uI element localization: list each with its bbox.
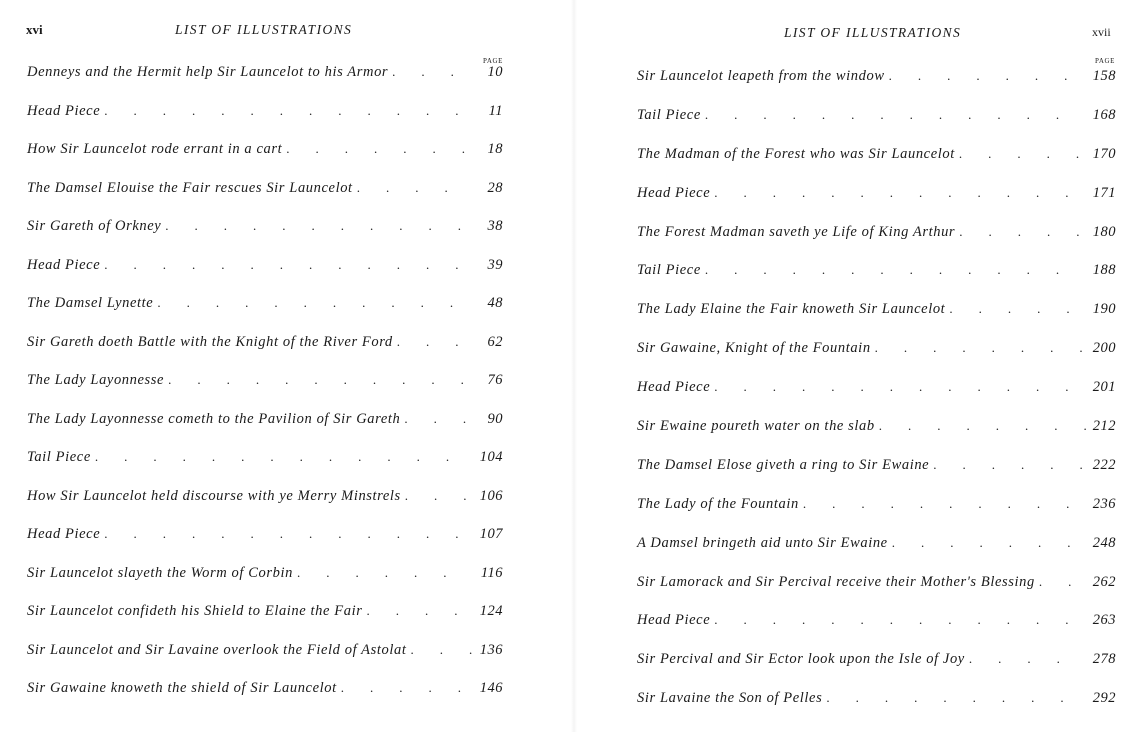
page-reference: 18 (487, 141, 503, 157)
page-reference: 170 (1092, 145, 1116, 162)
dot-leader (955, 146, 1086, 163)
page-column-heading: PAGE (1095, 57, 1116, 65)
list-item (27, 64, 503, 103)
list-item (27, 526, 503, 565)
list-item (637, 535, 1116, 574)
illustration-title: Head Piece (27, 102, 101, 119)
illustration-title: Head Piece (637, 379, 711, 396)
page-number: xvii (1092, 25, 1111, 39)
dot-leader (282, 141, 473, 158)
list-item (637, 496, 1116, 535)
dot-leader (400, 411, 473, 428)
list-item (27, 488, 503, 527)
page-reference: 292 (1092, 690, 1116, 707)
page-reference: 107 (479, 526, 503, 542)
dot-leader (337, 680, 473, 697)
dot-leader (799, 496, 1086, 513)
list-item (27, 257, 503, 296)
page-reference: 39 (487, 256, 503, 273)
dot-leader (293, 565, 473, 582)
illustration-title: Sir Launcelot slayeth the Worm of Corbin (27, 564, 293, 581)
dot-leader (161, 218, 473, 235)
illustration-title: Sir Launcelot leapeth from the window (637, 68, 885, 84)
dot-leader (929, 457, 1086, 474)
running-title: LIST OF ILLUSTRATIONS (175, 22, 353, 37)
page-reference: 90 (487, 410, 503, 427)
list-item (637, 301, 1116, 340)
illustration-title: Sir Percival and Sir Ector look upon the Isle of Joy (637, 651, 965, 668)
page-reference: 38 (487, 218, 503, 234)
dot-leader (100, 103, 473, 120)
page-reference: 222 (1092, 456, 1116, 473)
page-reference: 124 (479, 603, 503, 619)
illustration-list (27, 64, 503, 719)
illustration-title: The Damsel Lynette (27, 295, 154, 311)
page-reference: 146 (479, 680, 503, 696)
page-reference: 76 (487, 372, 503, 388)
page-reference: 168 (1092, 106, 1116, 123)
illustration-title: The Damsel Elose giveth a ring to Sir Ewaine (637, 456, 930, 473)
illustration-title: The Lady Elaine the Fair knoweth Sir Launcelot (637, 301, 946, 318)
page-reference: 190 (1092, 301, 1116, 318)
dot-leader (353, 180, 473, 197)
dot-leader (710, 612, 1086, 629)
page-reference: 212 (1092, 418, 1116, 435)
page-reference: 200 (1092, 340, 1116, 357)
list-item (637, 612, 1116, 651)
page-number: xvi (26, 22, 43, 37)
list-item (27, 565, 503, 604)
page-reference: 263 (1092, 612, 1116, 629)
illustration-title: Tail Piece (27, 449, 91, 465)
illustration-title: The Forest Madman saveth ye Life of King Arthur (637, 223, 956, 240)
illustration-title: Sir Gareth of Orkney (27, 218, 162, 234)
page-reference: 136 (479, 641, 503, 658)
list-item (637, 690, 1116, 729)
dot-leader (100, 526, 473, 543)
page-column-heading: PAGE (483, 57, 504, 65)
dot-leader (822, 690, 1086, 707)
illustration-title: Head Piece (27, 256, 101, 273)
list-item (27, 218, 503, 257)
dot-leader (871, 340, 1086, 357)
illustration-list (637, 68, 1116, 729)
list-item (27, 642, 503, 681)
list-item (27, 103, 503, 142)
illustration-title: The Lady of the Fountain (637, 495, 799, 512)
list-item (637, 418, 1116, 457)
dot-leader (164, 372, 473, 389)
page-reference: 11 (488, 102, 503, 119)
dot-leader (1035, 574, 1086, 591)
list-item (637, 224, 1116, 263)
illustration-title: Tail Piece (637, 106, 701, 123)
dot-leader (955, 224, 1086, 241)
dot-leader (401, 488, 473, 505)
list-item (637, 457, 1116, 496)
list-item (27, 334, 503, 373)
illustration-title: Denneys and the Hermit help Sir Launcelot to his Armor (27, 64, 389, 80)
list-item (637, 262, 1116, 301)
page-reference: 180 (1092, 223, 1116, 240)
illustration-title: The Madman of the Forest who was Sir Launcelot (637, 145, 955, 162)
dot-leader (701, 107, 1086, 124)
dot-leader (406, 642, 473, 659)
illustration-title: Sir Gareth doeth Battle with the Knight of the River Ford (27, 333, 393, 350)
illustration-title: Head Piece (637, 612, 711, 629)
list-item (637, 340, 1116, 379)
page-reference: 62 (487, 333, 503, 350)
page-reference: 188 (1092, 262, 1116, 279)
dot-leader (888, 535, 1086, 552)
list-item (27, 603, 503, 642)
page-reference: 106 (479, 487, 503, 504)
right-page (574, 0, 1148, 732)
illustration-title: Tail Piece (637, 262, 701, 279)
illustration-title: Sir Ewaine poureth water on the slab (637, 418, 875, 435)
page-reference: 236 (1092, 495, 1116, 512)
illustration-title: Sir Lamorack and Sir Percival receive their Mother's Blessing (637, 573, 1035, 590)
page-reference: 262 (1092, 573, 1116, 590)
list-item (27, 372, 503, 411)
page-reference: 248 (1092, 534, 1116, 551)
list-item (637, 379, 1116, 418)
dot-leader (875, 418, 1086, 435)
dot-leader (710, 185, 1086, 202)
page-reference: 48 (487, 295, 503, 311)
illustration-title: How Sir Launcelot held discourse with ye Merry Minstrels (27, 487, 401, 504)
list-item (637, 651, 1116, 690)
list-item (637, 107, 1116, 146)
list-item (637, 146, 1116, 185)
list-item (637, 574, 1116, 613)
illustration-title: The Lady Layonnesse cometh to the Pavilion of Sir Gareth (27, 410, 401, 427)
dot-leader (710, 379, 1086, 396)
dot-leader (965, 651, 1086, 668)
dot-leader (701, 262, 1086, 279)
page-reference: 158 (1092, 68, 1116, 84)
illustration-title: Sir Launcelot and Sir Lavaine overlook the Field of Astolat (27, 641, 407, 658)
dot-leader (153, 295, 473, 312)
page-reference: 171 (1092, 184, 1116, 201)
dot-leader (945, 301, 1086, 318)
list-item (27, 141, 503, 180)
page-reference: 28 (487, 179, 503, 196)
illustration-title: Sir Gawaine knoweth the shield of Sir Launcelot (27, 680, 337, 696)
dot-leader (100, 257, 473, 274)
illustration-title: Sir Gawaine, Knight of the Fountain (637, 340, 871, 357)
illustration-title: Head Piece (27, 526, 101, 542)
illustration-title: Head Piece (637, 184, 711, 201)
illustration-title: Sir Lavaine the Son of Pelles (637, 690, 823, 707)
list-item (27, 411, 503, 450)
list-item (637, 185, 1116, 224)
dot-leader (388, 64, 473, 81)
list-item (27, 680, 503, 719)
page-reference: 201 (1092, 379, 1116, 396)
page-reference: 104 (479, 449, 503, 465)
dot-leader (91, 449, 473, 466)
dot-leader (393, 334, 473, 351)
list-item (637, 68, 1116, 107)
dot-leader (362, 603, 473, 620)
dot-leader (885, 68, 1086, 85)
list-item (27, 295, 503, 334)
illustration-title: A Damsel bringeth aid unto Sir Ewaine (637, 534, 888, 551)
page-reference: 116 (480, 564, 503, 581)
page-reference: 10 (487, 64, 503, 80)
list-item (27, 449, 503, 488)
illustration-title: The Damsel Elouise the Fair rescues Sir Launcelot (27, 179, 353, 196)
illustration-title: Sir Launcelot confideth his Shield to Elaine the Fair (27, 603, 363, 619)
list-item (27, 180, 503, 219)
running-title: LIST OF ILLUSTRATIONS (784, 25, 962, 40)
illustration-title: How Sir Launcelot rode errant in a cart (27, 141, 283, 157)
illustration-title: The Lady Layonnesse (27, 372, 165, 388)
page-reference: 278 (1092, 651, 1116, 668)
